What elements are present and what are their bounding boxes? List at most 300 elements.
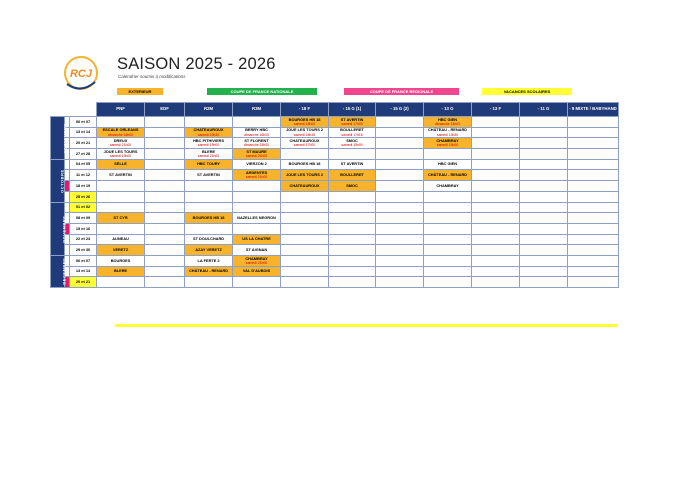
opponent-name: HBC GIEN	[438, 116, 458, 122]
match-cell	[281, 159, 329, 170]
match-cell	[329, 181, 376, 192]
match-cell	[281, 127, 329, 138]
opponent-name: CHÂTEAU - RENARD	[427, 172, 468, 178]
match-cell	[520, 277, 568, 288]
row-date: 22 et 23	[70, 234, 97, 245]
match-cell	[281, 234, 329, 245]
match-cell	[376, 149, 424, 160]
match-cell	[145, 159, 185, 170]
schedule-row	[51, 255, 619, 266]
opponent-name: CHAMBRAY	[436, 138, 459, 144]
row-date: 20 et 21	[70, 138, 97, 149]
opponent-name: ST DOULCHARD	[192, 236, 225, 242]
schedule-row	[51, 138, 619, 149]
match-cell	[376, 223, 424, 234]
match-cell	[329, 277, 376, 288]
match-cell	[185, 149, 233, 160]
match-time: samedi 19h00	[197, 143, 220, 148]
match-cell	[233, 149, 281, 160]
match-cell	[145, 223, 185, 234]
schedule-row	[51, 117, 619, 128]
match-time: samedi 19h30	[197, 132, 220, 137]
opponent-name: BOULLERET	[340, 172, 364, 178]
match-time: dimanche 15h00	[243, 143, 270, 148]
match-cell	[424, 202, 472, 213]
row-date: 25 et 26	[70, 191, 97, 202]
match-cell	[233, 234, 281, 245]
month-label	[51, 117, 68, 160]
match-cell	[568, 245, 619, 256]
column-header: R2M	[185, 103, 233, 117]
match-cell	[376, 138, 424, 149]
month-label-text: DECEMBRE	[61, 257, 67, 285]
match-cell	[472, 191, 520, 202]
match-cell	[520, 255, 568, 266]
schedule-row	[51, 191, 619, 202]
match-cell	[185, 277, 233, 288]
opponent-name: VERETZ	[112, 246, 129, 252]
schedule-row	[51, 181, 619, 192]
match-cell	[233, 138, 281, 149]
match-time: samedi 15h00	[436, 143, 459, 148]
match-cell	[97, 127, 145, 138]
schedule-row	[51, 234, 619, 245]
column-header: - 9 MIXTE / BABYHAND	[568, 103, 619, 117]
match-cell	[568, 255, 619, 266]
row-date: 18 et 19	[70, 181, 97, 192]
opponent-name: ST FLORENT	[244, 138, 269, 144]
match-cell	[233, 127, 281, 138]
match-cell	[424, 245, 472, 256]
logo-text: RCJ	[69, 68, 93, 80]
match-cell	[281, 191, 329, 202]
match-time: samedi 17h15	[341, 132, 363, 137]
match-cell	[281, 181, 329, 192]
match-cell	[97, 170, 145, 181]
match-cell	[424, 170, 472, 181]
match-cell	[329, 234, 376, 245]
column-header: - 15 G (1)	[329, 103, 376, 117]
match-time: samedi 21h00	[245, 260, 268, 265]
match-cell	[97, 277, 145, 288]
row-date: 08 et 09	[70, 213, 97, 224]
match-cell	[97, 213, 145, 224]
match-cell	[97, 181, 145, 192]
opponent-name: CHAMBRAY	[436, 182, 459, 188]
schedule-row	[51, 127, 619, 138]
match-cell	[520, 159, 568, 170]
column-header: - 13 F	[472, 103, 520, 117]
match-cell	[233, 191, 281, 202]
schedule-row	[51, 213, 619, 224]
match-cell	[185, 159, 233, 170]
opponent-name: ST AVERTIN	[340, 161, 364, 167]
match-cell	[233, 213, 281, 224]
match-cell	[568, 181, 619, 192]
match-time: samedi 21h00	[245, 153, 268, 158]
opponent-name: BLERE	[113, 268, 128, 274]
match-cell	[568, 127, 619, 138]
row-date: 20 et 21	[70, 277, 97, 288]
match-cell	[329, 159, 376, 170]
match-cell	[424, 191, 472, 202]
month-label-text: SEPTEMBRE	[62, 123, 68, 153]
match-cell	[520, 149, 568, 160]
match-cell	[520, 202, 568, 213]
match-cell	[472, 170, 520, 181]
match-cell	[329, 213, 376, 224]
opponent-name: HBC PITHIVIERS	[192, 138, 225, 144]
legend-coupe-regionale: COUPE DE FRANCE REGIONALE	[344, 88, 459, 95]
match-time: dimanche 16h00	[243, 132, 270, 137]
match-cell	[97, 191, 145, 202]
match-cell	[424, 277, 472, 288]
month-label	[51, 255, 65, 287]
match-cell	[472, 138, 520, 149]
match-cell	[145, 202, 185, 213]
opponent-name: JOUE LES TOURS	[103, 148, 138, 154]
opponent-name: SMOC	[346, 138, 358, 144]
match-time: dimanche 14h00	[434, 121, 461, 126]
match-cell	[472, 234, 520, 245]
match-cell	[329, 117, 376, 128]
opponent-name: LA FERTE 2	[197, 257, 220, 263]
opponent-name: SMOC	[346, 182, 358, 188]
column-header: - 15 G (2)	[376, 103, 424, 117]
match-cell	[520, 191, 568, 202]
match-cell	[233, 223, 281, 234]
schedule-row	[51, 202, 619, 213]
match-cell	[376, 213, 424, 224]
match-cell	[281, 170, 329, 181]
match-cell	[568, 170, 619, 181]
match-cell	[185, 117, 233, 128]
match-cell	[233, 255, 281, 266]
column-header: PNF	[97, 103, 145, 117]
match-cell	[281, 117, 329, 128]
match-cell	[185, 127, 233, 138]
match-time: samedi 21h00	[109, 143, 132, 148]
match-cell	[329, 127, 376, 138]
match-time: dimanche 16h00	[107, 132, 134, 137]
match-cell	[520, 245, 568, 256]
match-cell	[281, 245, 329, 256]
schedule-row	[51, 277, 619, 288]
schedule-row	[51, 245, 619, 256]
match-cell	[329, 149, 376, 160]
match-time: samedi 15h00	[341, 143, 363, 148]
match-cell	[329, 138, 376, 149]
column-header: - 18 F	[281, 103, 329, 117]
match-cell	[472, 213, 520, 224]
match-cell	[145, 234, 185, 245]
month-label	[51, 202, 65, 255]
match-cell	[568, 277, 619, 288]
match-cell	[329, 245, 376, 256]
match-cell	[97, 255, 145, 266]
opponent-name: HBC TOURY	[197, 161, 220, 167]
header-row	[51, 103, 619, 117]
match-cell	[376, 181, 424, 192]
match-cell	[185, 213, 233, 224]
row-date: 01 et 02	[70, 202, 97, 213]
opponent-name: VIERZON 2	[246, 161, 267, 167]
match-cell	[281, 213, 329, 224]
match-time: samedi 21h00	[197, 153, 220, 158]
opponent-name: BOURGES HB 18	[288, 116, 321, 122]
match-cell	[185, 181, 233, 192]
match-cell	[472, 245, 520, 256]
match-cell	[424, 181, 472, 192]
month-label-text: NOVEMBRE	[61, 215, 67, 243]
page-subtitle: Calendrier soumis à modifications	[118, 74, 186, 79]
schedule-header	[51, 103, 619, 117]
opponent-name: HBC GIEN	[438, 161, 458, 167]
match-cell	[281, 223, 329, 234]
row-date: 04 et 05	[70, 159, 97, 170]
match-cell	[185, 138, 233, 149]
match-cell	[376, 191, 424, 202]
match-cell	[376, 266, 424, 277]
schedule-row	[51, 149, 619, 160]
column-header: - 13 G	[424, 103, 472, 117]
month-label	[51, 159, 65, 202]
match-cell	[376, 255, 424, 266]
match-cell	[329, 223, 376, 234]
schedule-body	[51, 117, 619, 288]
row-date: 13 et 14	[70, 127, 97, 138]
legend-exterieur: EXTERIEUR	[117, 88, 163, 95]
opponent-name: BERRY HBC	[245, 127, 268, 133]
match-cell	[281, 149, 329, 160]
match-cell	[233, 170, 281, 181]
match-cell	[568, 213, 619, 224]
match-cell	[520, 170, 568, 181]
opponent-name: CHATEAUROUX	[289, 182, 320, 188]
match-cell	[145, 277, 185, 288]
opponent-name: ST CYR	[113, 214, 128, 220]
match-cell	[520, 117, 568, 128]
match-time: samedi 13h30	[436, 132, 459, 137]
match-cell	[185, 266, 233, 277]
schedule-row	[51, 266, 619, 277]
opponent-name: BLERE	[201, 148, 216, 154]
match-cell	[145, 127, 185, 138]
row-date: 13 et 14	[70, 266, 97, 277]
match-cell	[472, 117, 520, 128]
opponent-name: ST AVERTIN	[109, 172, 132, 178]
match-cell	[424, 234, 472, 245]
match-cell	[97, 117, 145, 128]
opponent-name: JOUE LES TOURS 2	[285, 172, 324, 178]
match-cell	[472, 223, 520, 234]
opponent-name: ARDENTES	[245, 170, 268, 176]
column-header: R3M	[233, 103, 281, 117]
row-date: 11 et 12	[70, 170, 97, 181]
match-cell	[568, 202, 619, 213]
match-cell	[281, 266, 329, 277]
match-cell	[424, 266, 472, 277]
opponent-name: US LA CHATRE	[242, 236, 271, 242]
match-cell	[233, 202, 281, 213]
match-cell	[424, 138, 472, 149]
match-cell	[520, 127, 568, 138]
match-cell	[568, 234, 619, 245]
match-cell	[185, 170, 233, 181]
match-cell	[329, 255, 376, 266]
match-cell	[568, 149, 619, 160]
opponent-name: ST AVERTIN	[340, 116, 364, 122]
match-cell	[233, 181, 281, 192]
match-cell	[145, 191, 185, 202]
match-cell	[97, 159, 145, 170]
header-corner	[51, 103, 97, 117]
match-cell	[185, 202, 233, 213]
match-cell	[145, 255, 185, 266]
match-cell	[376, 202, 424, 213]
opponent-name: ESCALE ORLEANS	[102, 127, 139, 133]
opponent-name: CHATEAUROUX	[289, 138, 320, 144]
opponent-name: DREUX	[113, 138, 128, 144]
match-cell	[97, 223, 145, 234]
club-logo	[55, 54, 107, 92]
match-time: samedi 17h00	[341, 121, 363, 126]
match-cell	[376, 245, 424, 256]
match-cell	[185, 255, 233, 266]
match-cell	[281, 277, 329, 288]
opponent-name: ST MAURE	[246, 148, 267, 154]
opponent-name: CHAMBRAY	[245, 255, 268, 261]
match-cell	[424, 255, 472, 266]
row-date: 27 et 28	[70, 149, 97, 160]
match-cell	[472, 159, 520, 170]
match-cell	[472, 266, 520, 277]
page-title: SAISON 2025 - 2026	[117, 55, 276, 73]
match-cell	[145, 117, 185, 128]
legend-vacances: VACANCES SCOLAIRES	[482, 88, 572, 95]
vacances-bar	[115, 324, 618, 327]
schedule-row	[51, 170, 619, 181]
opponent-name: CHATEAUROUX	[193, 127, 224, 133]
match-cell	[376, 127, 424, 138]
match-cell	[424, 213, 472, 224]
opponent-name: CHÂTEAU - RENARD	[427, 127, 468, 133]
opponent-name: VAL D'AUBOIS	[242, 268, 271, 274]
match-cell	[568, 223, 619, 234]
match-cell	[233, 117, 281, 128]
match-cell	[376, 170, 424, 181]
schedule-row	[51, 223, 619, 234]
match-cell	[568, 266, 619, 277]
match-cell	[281, 138, 329, 149]
match-cell	[329, 202, 376, 213]
match-cell	[97, 245, 145, 256]
match-cell	[568, 117, 619, 128]
match-cell	[329, 266, 376, 277]
match-cell	[472, 202, 520, 213]
match-cell	[568, 138, 619, 149]
match-cell	[424, 149, 472, 160]
match-time: samedi 18h00	[293, 121, 316, 126]
match-cell	[145, 181, 185, 192]
match-cell	[376, 159, 424, 170]
opponent-name: AUNEAU	[112, 236, 129, 242]
match-cell	[97, 138, 145, 149]
match-cell	[97, 266, 145, 277]
match-cell	[472, 255, 520, 266]
legend-coupe-nationale: COUPE DE FRANCE NATIONALE	[207, 88, 317, 95]
match-cell	[97, 234, 145, 245]
match-cell	[520, 223, 568, 234]
match-cell	[424, 127, 472, 138]
row-date: 29 et 30	[70, 245, 97, 256]
match-time: samedi 18h15	[293, 132, 316, 137]
opponent-name: BOULLERET	[340, 127, 364, 133]
match-cell	[145, 245, 185, 256]
row-date: 15 et 16	[70, 223, 97, 234]
month-label-text: OCTOBRE	[59, 168, 65, 193]
schedule-table	[50, 102, 619, 288]
match-cell	[97, 149, 145, 160]
match-cell	[520, 138, 568, 149]
match-cell	[281, 255, 329, 266]
match-cell	[97, 202, 145, 213]
row-date: 06 et 07	[70, 117, 97, 128]
match-cell	[472, 149, 520, 160]
match-cell	[472, 127, 520, 138]
opponent-name: BOURGES	[110, 257, 131, 263]
opponent-name: BOURGES HB 18	[192, 214, 225, 220]
match-cell	[424, 117, 472, 128]
opponent-name: CHÂTEAU - RENARD	[188, 268, 229, 274]
opponent-name: ST AVERTIN	[197, 172, 220, 178]
opponent-name: ST AIGNAN	[245, 246, 268, 252]
match-cell	[145, 138, 185, 149]
match-cell	[376, 117, 424, 128]
match-cell	[281, 202, 329, 213]
match-cell	[520, 234, 568, 245]
schedule-row	[51, 159, 619, 170]
match-cell	[233, 277, 281, 288]
column-header: - 11 G	[520, 103, 568, 117]
match-time: samedi 21h00	[245, 175, 268, 180]
match-cell	[329, 191, 376, 202]
match-cell	[145, 170, 185, 181]
opponent-name: NAZELLES NEGRON	[237, 214, 276, 220]
match-cell	[520, 181, 568, 192]
match-cell	[233, 245, 281, 256]
match-cell	[520, 266, 568, 277]
match-cell	[424, 159, 472, 170]
match-cell	[185, 245, 233, 256]
opponent-name: SELLE	[114, 161, 127, 167]
opponent-name: BOURGES HB 18	[288, 161, 321, 167]
match-cell	[145, 213, 185, 224]
match-cell	[145, 149, 185, 160]
opponent-name: AZAY VERETZ	[195, 246, 222, 252]
match-cell	[185, 191, 233, 202]
opponent-name: JOUE LES TOURS 2	[285, 127, 324, 133]
match-cell	[376, 277, 424, 288]
match-cell	[185, 223, 233, 234]
match-time: samedi 17h00	[293, 143, 316, 148]
match-time: samedi 19h00	[109, 153, 132, 158]
match-cell	[568, 159, 619, 170]
row-date: 06 et 07	[70, 255, 97, 266]
column-header: EDF	[145, 103, 185, 117]
match-cell	[329, 170, 376, 181]
match-cell	[185, 234, 233, 245]
